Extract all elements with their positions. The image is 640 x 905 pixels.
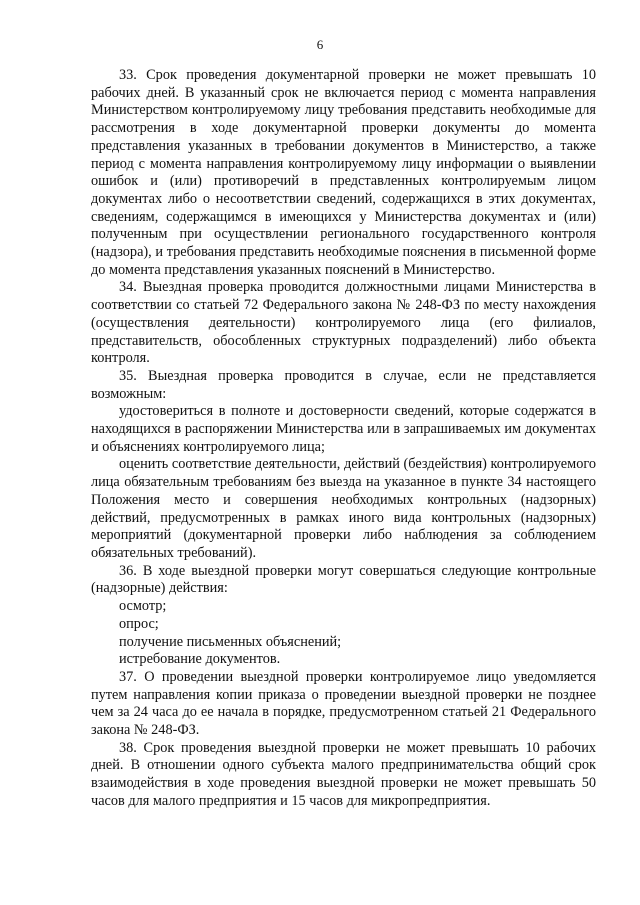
action-list-item: опрос;: [119, 615, 159, 632]
paragraph-35-item-assess: оценить соответствие деятельности, действий (бездействия) контролируемого лица обязательным требованиям без выезда на указанное в пункте 34 настоящего Положения место и совершения необходимых контрольных (надзорных) действий, предусмотренных в рамках иного вида контрольных (надзорных) мероприятий (документарной проверки либо наблюдения за соблюдением обязательных требований).: [91, 456, 596, 561]
paragraph-37: 37. О проведении выездной проверки контролируемое лицо уведомляется путем направления копии приказа о проведении выездной проверки не позднее чем за 24 часа до ее начала в порядке, предусмотренном статьей 21 Федерального закона № 248-ФЗ.: [91, 668, 596, 739]
paragraph-36: 36. В ходе выездной проверки могут совершаться следующие контрольные (надзорные) действия:: [91, 562, 596, 597]
paragraph-38: 38. Срок проведения выездной проверки не может превышать 10 рабочих дней. В отношении одного субъекта малого предпринимательства общий срок взаимодействия в ходе проведения выездной проверки не может превышать 50 часов для малого предприятия и 15 часов для микропредприятия.: [91, 739, 596, 809]
page-number: 6: [316, 37, 324, 52]
paragraph-33: 33. Срок проведения документарной проверки не может превышать 10 рабочих дней. В указанный срок не включается период с момента направления Министерством контролируемому лицу требования представить необходимые для рассмотрения в ходе документарной проверки документы до момента представления указанных в требовании документов в Министерство, а также период с момента направления контролируемому лицу информации о выявлении ошибок и (или) противоречий в представленных контролируемым лицом документах либо о несоответствии сведений, содержащихся в этих документах, сведениям, содержащимся в имеющихся у Министерства документах и (или) полученным при осуществлении регионального государственного контроля (надзора), и требования представить необходимые пояснения в письменной форме до момента представления указанных пояснений в Министерство.: [91, 67, 596, 278]
action-list-item: осмотр;: [119, 598, 167, 615]
action-list-item: получение письменных объяснений;: [119, 633, 342, 650]
document-body: [91, 67, 596, 811]
paragraph-35-item-verify: удостовериться в полноте и достоверности сведений, которые содержатся в находящихся в распоряжении Министерства или в запрашиваемых им документах и объяснениях контролируемого лица;: [91, 403, 596, 455]
paragraph-34: 34. Выездная проверка проводится должностными лицами Министерства в соответствии со статьей 72 Федерального закона № 248-ФЗ по месту нахождения (осуществления деятельности) контролируемого лица (его филиалов, представительств, обособленных структурных подразделений) либо объекта контроля.: [91, 279, 596, 367]
paragraph-35: 35. Выездная проверка проводится в случае, если не представляется возможным:: [91, 367, 596, 402]
action-list-item: истребование документов.: [119, 651, 281, 668]
